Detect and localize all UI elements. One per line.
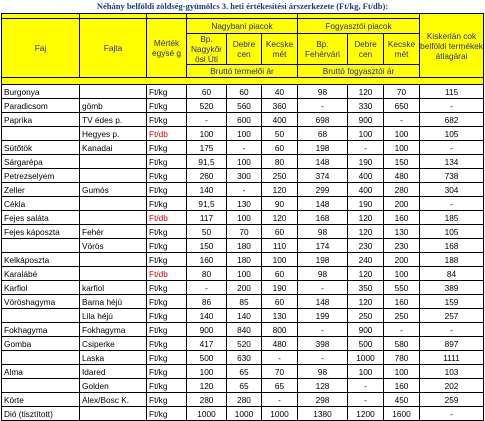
header-kisker: Kiskerlán cok belföldi termékek átlagárai xyxy=(420,14,484,78)
value-cell: - xyxy=(348,393,384,407)
table-body xyxy=(2,85,484,421)
value-cell: 68 xyxy=(298,127,348,141)
value-cell: 148 xyxy=(298,197,348,211)
unit-cell: Ft/kg xyxy=(147,323,187,337)
value-cell: 257 xyxy=(420,309,484,323)
value-cell: 85 xyxy=(227,295,262,309)
value-cell: 160 xyxy=(384,295,420,309)
value-cell: 280 xyxy=(187,393,227,407)
value-cell: 1000 xyxy=(262,407,298,421)
header-nagybani: Nagybani piacok xyxy=(187,19,298,34)
value-cell: 400 xyxy=(262,113,298,127)
value-cell: 98 xyxy=(298,85,348,99)
value-cell: 100 xyxy=(227,267,262,281)
value-cell: 120 xyxy=(262,183,298,197)
value-cell: 70 xyxy=(262,365,298,379)
table-row xyxy=(2,211,484,225)
table-header xyxy=(2,14,484,85)
header-col-debrecen: Debre cen xyxy=(348,34,384,65)
value-cell: 134 xyxy=(420,155,484,169)
value-cell: 550 xyxy=(384,281,420,295)
value-cell: 60 xyxy=(227,85,262,99)
value-cell: 190 xyxy=(348,197,384,211)
unit-cell: Ft/kg xyxy=(147,239,187,253)
faj-cell xyxy=(2,239,80,253)
value-cell: 500 xyxy=(348,337,384,351)
fajta-cell: Barna héjú xyxy=(80,295,147,309)
value-cell: 100 xyxy=(384,365,420,379)
unit-cell: Ft/kg xyxy=(147,85,187,99)
value-cell: 100 xyxy=(227,211,262,225)
header-fogyasztoi: Fogyasztói piacok xyxy=(298,19,420,34)
value-cell: - xyxy=(298,281,348,295)
unit-cell: Ft/kg xyxy=(147,169,187,183)
value-cell: 840 xyxy=(227,323,262,337)
value-cell: 120 xyxy=(348,225,384,239)
value-cell: 1000 xyxy=(187,407,227,421)
table-row xyxy=(2,365,484,379)
value-cell: 650 xyxy=(384,99,420,113)
value-cell: 230 xyxy=(348,239,384,253)
value-cell: 168 xyxy=(420,239,484,253)
value-cell: 198 xyxy=(298,253,348,267)
value-cell: 150 xyxy=(187,239,227,253)
unit-cell: Ft/kg xyxy=(147,351,187,365)
value-cell: 65 xyxy=(227,365,262,379)
value-cell: 280 xyxy=(227,393,262,407)
unit-cell: Ft/db xyxy=(147,127,187,141)
value-cell: 374 xyxy=(298,169,348,183)
fajta-cell xyxy=(80,197,147,211)
value-cell: 100 xyxy=(348,127,384,141)
value-cell: 200 xyxy=(227,281,262,295)
value-cell: - xyxy=(384,323,420,337)
value-cell: 148 xyxy=(298,155,348,169)
faj-cell: Kelkáposzta xyxy=(2,253,80,267)
faj-cell: Zeller xyxy=(2,183,80,197)
value-cell: 1200 xyxy=(348,407,384,421)
value-cell: 65 xyxy=(262,379,298,393)
fajta-cell xyxy=(80,253,147,267)
value-cell: 417 xyxy=(187,337,227,351)
value-cell: 120 xyxy=(187,379,227,393)
fajta-cell: Vörös xyxy=(80,239,147,253)
table-row xyxy=(2,267,484,281)
value-cell: 185 xyxy=(420,211,484,225)
unit-cell: Ft/kg xyxy=(147,183,187,197)
value-cell: 130 xyxy=(384,225,420,239)
value-cell: 70 xyxy=(227,225,262,239)
value-cell: 91,5 xyxy=(187,197,227,211)
value-cell: - xyxy=(420,197,484,211)
faj-cell xyxy=(2,379,80,393)
value-cell: 160 xyxy=(384,211,420,225)
value-cell: 738 xyxy=(420,169,484,183)
value-cell: 480 xyxy=(262,337,298,351)
table-row xyxy=(2,281,484,295)
table-row xyxy=(2,239,484,253)
faj-cell: Alma xyxy=(2,365,80,379)
table-row xyxy=(2,99,484,113)
value-cell: 900 xyxy=(348,113,384,127)
unit-cell: Ft/kg xyxy=(147,113,187,127)
value-cell: 120 xyxy=(262,211,298,225)
value-cell: 105 xyxy=(420,225,484,239)
value-cell: 100 xyxy=(348,365,384,379)
value-cell: 198 xyxy=(298,141,348,155)
header-fajta: Fajta xyxy=(80,19,147,78)
value-cell: 300 xyxy=(227,169,262,183)
unit-cell: Ft/kg xyxy=(147,393,187,407)
value-cell: 128 xyxy=(298,379,348,393)
value-cell: 110 xyxy=(262,239,298,253)
value-cell: 520 xyxy=(227,337,262,351)
table-row xyxy=(2,379,484,393)
unit-cell: Ft/kg xyxy=(147,197,187,211)
value-cell: 560 xyxy=(227,99,262,113)
value-cell: 130 xyxy=(227,197,262,211)
faj-cell: Fokhagyma xyxy=(2,323,80,337)
value-cell: 117 xyxy=(187,211,227,225)
unit-cell: Ft/kg xyxy=(147,155,187,169)
table-row xyxy=(2,295,484,309)
unit-cell: Ft/kg xyxy=(147,253,187,267)
value-cell: 100 xyxy=(187,127,227,141)
value-cell: 298 xyxy=(298,393,348,407)
value-cell: - xyxy=(298,323,348,337)
fajta-cell: Fokhagyma xyxy=(80,323,147,337)
value-cell: 175 xyxy=(187,141,227,155)
header-col-bp-nagykorosi: Bp. Nagykőr ösi Úti xyxy=(187,34,227,65)
unit-cell: Ft/kg xyxy=(147,337,187,351)
fajta-cell: Gumós xyxy=(80,183,147,197)
value-cell: 400 xyxy=(348,183,384,197)
faj-cell: Sárgarépa xyxy=(2,155,80,169)
value-cell: 60 xyxy=(262,267,298,281)
unit-cell: Ft/kg xyxy=(147,379,187,393)
value-cell: 450 xyxy=(384,393,420,407)
value-cell: 160 xyxy=(384,379,420,393)
value-cell: 240 xyxy=(348,253,384,267)
value-cell: 98 xyxy=(298,225,348,239)
value-cell: - xyxy=(227,183,262,197)
value-cell: 480 xyxy=(384,169,420,183)
unit-cell: Ft/kg xyxy=(147,295,187,309)
value-cell: 1380 xyxy=(298,407,348,421)
value-cell: 180 xyxy=(227,253,262,267)
unit-cell: Ft/kg xyxy=(147,225,187,239)
value-cell: 250 xyxy=(262,169,298,183)
fajta-cell: Idared xyxy=(80,365,147,379)
header-brutto-termeloi: Bruttó termelői ár xyxy=(187,65,298,78)
value-cell: 897 xyxy=(420,337,484,351)
faj-cell: Körte xyxy=(2,393,80,407)
value-cell: 299 xyxy=(298,183,348,197)
table-row xyxy=(2,169,484,183)
value-cell: 1111 xyxy=(420,351,484,365)
faj-cell: Fejes saláta xyxy=(2,211,80,225)
faj-cell: Cékla xyxy=(2,197,80,211)
table-row xyxy=(2,183,484,197)
value-cell: 159 xyxy=(420,295,484,309)
fajta-cell xyxy=(80,85,147,99)
table-row xyxy=(2,85,484,99)
value-cell: 600 xyxy=(227,113,262,127)
faj-cell xyxy=(2,127,80,141)
header-brutto-fogyasztoi: Bruttó fogyasztói ár xyxy=(298,65,420,78)
value-cell: 260 xyxy=(187,169,227,183)
value-cell: 80 xyxy=(262,155,298,169)
header-spacer xyxy=(2,78,484,85)
faj-cell xyxy=(2,309,80,323)
value-cell: 120 xyxy=(348,85,384,99)
unit-cell: Ft/db xyxy=(147,211,187,225)
fajta-cell xyxy=(80,211,147,225)
fajta-cell xyxy=(80,155,147,169)
value-cell: 250 xyxy=(384,309,420,323)
header-col-kecskemet: Kecske mét xyxy=(262,34,298,65)
value-cell: 259 xyxy=(420,393,484,407)
faj-cell: Burgonya xyxy=(2,85,80,99)
fajta-cell: Hegyes p. xyxy=(80,127,147,141)
value-cell: 500 xyxy=(187,351,227,365)
fajta-cell: Alex/Bosc K. xyxy=(80,393,147,407)
fajta-cell: Fehér xyxy=(80,225,147,239)
unit-cell: Ft/db xyxy=(147,267,187,281)
value-cell: 100 xyxy=(262,253,298,267)
unit-cell: Ft/kg xyxy=(147,141,187,155)
value-cell: 174 xyxy=(298,239,348,253)
header-col-bp-fehervari: Bp. Fehérvári xyxy=(298,34,348,65)
faj-cell: Paprika xyxy=(2,113,80,127)
value-cell: - xyxy=(348,141,384,155)
value-cell: 130 xyxy=(262,309,298,323)
value-cell: 168 xyxy=(298,211,348,225)
value-cell: 140 xyxy=(227,309,262,323)
value-cell: 120 xyxy=(348,295,384,309)
value-cell: - xyxy=(298,99,348,113)
table-row xyxy=(2,309,484,323)
value-cell: 80 xyxy=(187,267,227,281)
value-cell: 140 xyxy=(187,309,227,323)
value-cell: 1000 xyxy=(227,407,262,421)
value-cell: 100 xyxy=(384,127,420,141)
value-cell: 86 xyxy=(187,295,227,309)
faj-cell: Paradicsom xyxy=(2,99,80,113)
table-row xyxy=(2,113,484,127)
faj-cell: Petrezselyem xyxy=(2,169,80,183)
value-cell: 140 xyxy=(187,183,227,197)
value-cell: 120 xyxy=(348,211,384,225)
value-cell: 200 xyxy=(384,197,420,211)
value-cell: 60 xyxy=(262,225,298,239)
table-row xyxy=(2,141,484,155)
value-cell: 148 xyxy=(298,295,348,309)
fajta-cell: Golden xyxy=(80,379,147,393)
price-table xyxy=(1,13,484,421)
faj-cell: Fejes káposzta xyxy=(2,225,80,239)
unit-cell: Ft/kg xyxy=(147,407,187,421)
value-cell: 698 xyxy=(298,113,348,127)
table-row xyxy=(2,127,484,141)
value-cell: 1000 xyxy=(348,351,384,365)
table-row xyxy=(2,225,484,239)
table-row xyxy=(2,393,484,407)
value-cell: 50 xyxy=(262,127,298,141)
header-unit: Mérték egysé g xyxy=(147,19,187,78)
value-cell: 115 xyxy=(420,85,484,99)
value-cell: 105 xyxy=(420,127,484,141)
value-cell: 91,5 xyxy=(187,155,227,169)
value-cell: 70 xyxy=(384,85,420,99)
value-cell: 50 xyxy=(187,225,227,239)
value-cell: - xyxy=(298,351,348,365)
value-cell: 65 xyxy=(227,379,262,393)
value-cell: 180 xyxy=(227,239,262,253)
table-row xyxy=(2,253,484,267)
faj-cell: Vöröshagyma xyxy=(2,295,80,309)
value-cell: 350 xyxy=(348,281,384,295)
value-cell: - xyxy=(227,141,262,155)
faj-cell: Karfiol xyxy=(2,281,80,295)
value-cell: - xyxy=(420,407,484,421)
value-cell: 202 xyxy=(420,379,484,393)
value-cell: 304 xyxy=(420,183,484,197)
unit-cell: Ft/kg xyxy=(147,365,187,379)
value-cell: 250 xyxy=(348,309,384,323)
unit-cell: Ft/kg xyxy=(147,309,187,323)
table-row xyxy=(2,155,484,169)
fajta-cell: Lila héjú xyxy=(80,309,147,323)
value-cell: 520 xyxy=(187,99,227,113)
value-cell: 230 xyxy=(384,239,420,253)
value-cell: 90 xyxy=(262,197,298,211)
fajta-cell: TV édes p. xyxy=(80,113,147,127)
value-cell: - xyxy=(262,351,298,365)
value-cell: 103 xyxy=(420,365,484,379)
value-cell: 120 xyxy=(348,267,384,281)
fajta-cell: Kanadai xyxy=(80,141,147,155)
value-cell: 188 xyxy=(420,253,484,267)
value-cell: 1600 xyxy=(384,407,420,421)
table-row xyxy=(2,337,484,351)
value-cell: 100 xyxy=(227,127,262,141)
value-cell: 682 xyxy=(420,113,484,127)
value-cell: 160 xyxy=(187,253,227,267)
value-cell: 580 xyxy=(384,337,420,351)
value-cell: 800 xyxy=(262,323,298,337)
faj-cell: Dió (tisztított) xyxy=(2,407,80,421)
header-col-kecskemet: Kecske mét xyxy=(384,34,420,65)
value-cell: - xyxy=(262,393,298,407)
value-cell: - xyxy=(187,113,227,127)
fajta-cell: gömb xyxy=(80,99,147,113)
value-cell: 900 xyxy=(348,323,384,337)
table-row xyxy=(2,323,484,337)
value-cell: - xyxy=(420,141,484,155)
value-cell: 200 xyxy=(384,253,420,267)
table-row xyxy=(2,197,484,211)
value-cell: - xyxy=(187,281,227,295)
value-cell: 630 xyxy=(227,351,262,365)
value-cell: - xyxy=(384,113,420,127)
faj-cell xyxy=(2,351,80,365)
value-cell: 780 xyxy=(384,351,420,365)
unit-cell: Ft/kg xyxy=(147,281,187,295)
fajta-cell: Laska xyxy=(80,351,147,365)
header-faj: Faj xyxy=(2,19,80,78)
faj-cell: Karalábé xyxy=(2,267,80,281)
unit-cell: Ft/kg xyxy=(147,99,187,113)
value-cell: 199 xyxy=(298,309,348,323)
fajta-cell xyxy=(80,169,147,183)
value-cell: 60 xyxy=(187,85,227,99)
fajta-cell: Csiperke xyxy=(80,337,147,351)
value-cell: 900 xyxy=(187,323,227,337)
value-cell: 400 xyxy=(348,169,384,183)
value-cell: 100 xyxy=(227,155,262,169)
value-cell: 98 xyxy=(298,267,348,281)
faj-cell: Sütőtök xyxy=(2,141,80,155)
faj-cell: Gomba xyxy=(2,337,80,351)
value-cell: 389 xyxy=(420,281,484,295)
value-cell: 150 xyxy=(384,155,420,169)
value-cell: 60 xyxy=(262,141,298,155)
value-cell: 60 xyxy=(262,295,298,309)
value-cell: 84 xyxy=(420,267,484,281)
value-cell: 40 xyxy=(262,85,298,99)
header-col-debrecen: Debre cen xyxy=(227,34,262,65)
value-cell: 100 xyxy=(384,267,420,281)
value-cell: 360 xyxy=(262,99,298,113)
value-cell: 100 xyxy=(384,141,420,155)
value-cell: 98 xyxy=(298,365,348,379)
value-cell: - xyxy=(420,99,484,113)
value-cell: 190 xyxy=(262,281,298,295)
value-cell: 280 xyxy=(384,183,420,197)
table-row xyxy=(2,351,484,365)
value-cell: 330 xyxy=(348,99,384,113)
fajta-cell: karfiol xyxy=(80,281,147,295)
value-cell: 190 xyxy=(348,155,384,169)
value-cell: 398 xyxy=(298,337,348,351)
value-cell: - xyxy=(348,379,384,393)
page-title: Néhány belföldi zöldség-gyümölcs 3. heti értékesítési árszerkezete (Ft/kg, Ft/db): xyxy=(96,1,389,11)
value-cell: - xyxy=(420,323,484,337)
value-cell: 100 xyxy=(187,365,227,379)
fajta-cell xyxy=(80,267,147,281)
